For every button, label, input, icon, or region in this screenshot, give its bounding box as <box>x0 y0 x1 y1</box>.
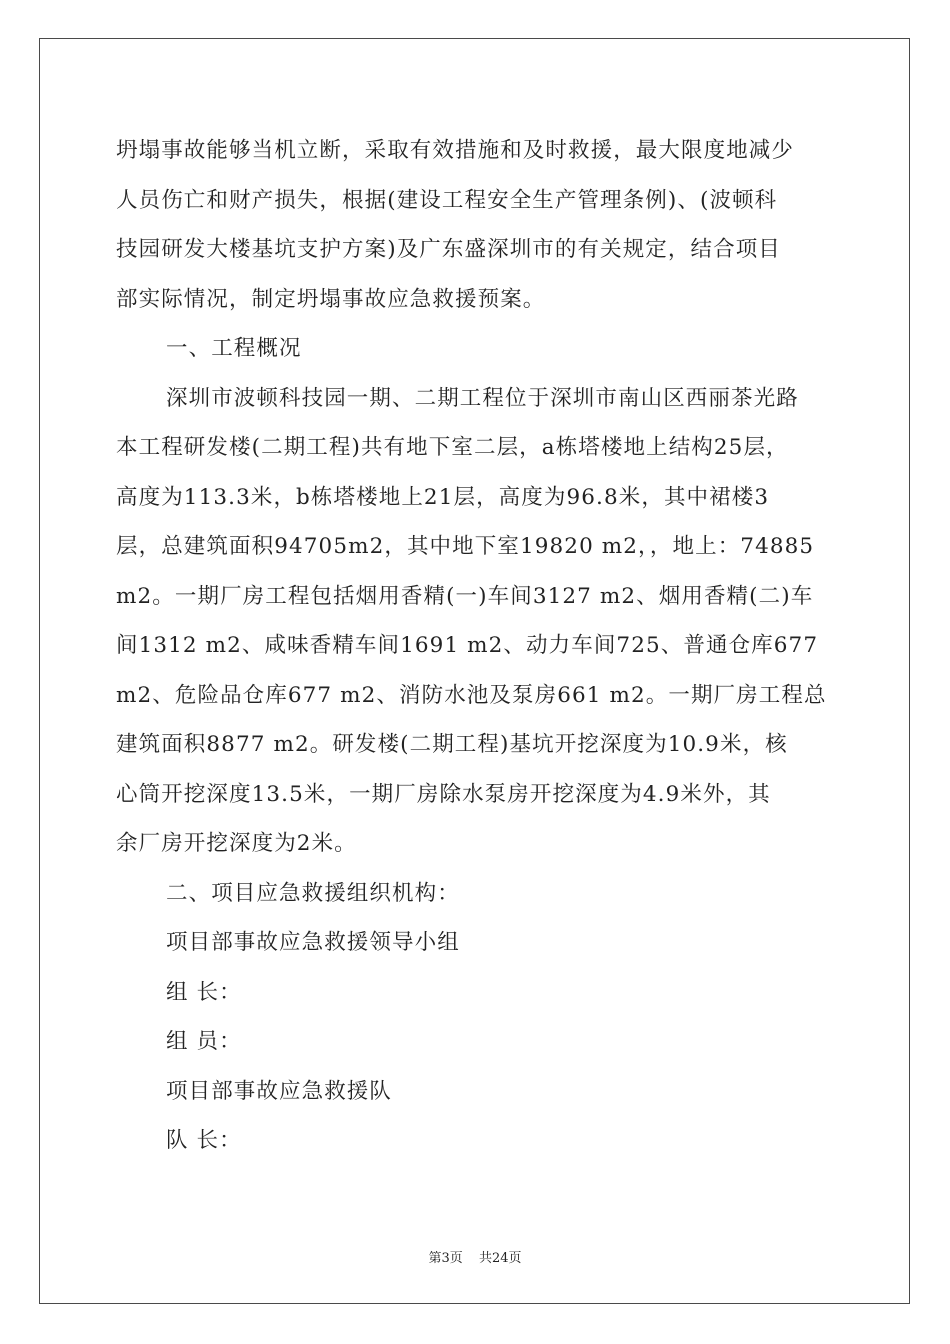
text-line: 建筑面积8877 m2。研发楼(二期工程)基坑开挖深度为10.9米，核 <box>116 732 788 757</box>
text-line: 深圳市波顿科技园一期、二期工程位于深圳市南山区西丽茶光路 <box>166 385 799 411</box>
text-line: 一、工程概况 <box>166 336 302 361</box>
text-line: 组 长： <box>166 979 242 1005</box>
text-line: 项目部事故应急救援队 <box>166 1078 393 1104</box>
text-line: m2。一期厂房工程包括烟用香精(一)车间3127 m2、烟用香精(二)车 <box>116 583 814 609</box>
text-line: 二、项目应急救援组织机构： <box>166 880 460 906</box>
text-line: 队 长： <box>166 1128 242 1153</box>
text-line: 项目部事故应急救援领导小组 <box>166 930 460 955</box>
text-line: 间1312 m2、咸味香精车间1691 m2、动力车间725、普通仓库677 <box>116 633 819 658</box>
text-line: 层，总建筑面积94705m2，其中地下室19820 m2，，地上：74885 <box>116 534 815 559</box>
text-line: 本工程研发楼(二期工程)共有地下室二层，a栋塔楼地上结构25层， <box>116 435 789 460</box>
text-line: 人员伤亡和财产损失，根据(建设工程安全生产管理条例)、(波顿科 <box>116 187 778 213</box>
text-line: 高度为113.3米，b栋塔楼地上21层，高度为96.8米，其中裙楼3 <box>116 484 770 510</box>
page-total: 共24页 <box>478 1251 522 1266</box>
document-body <box>116 126 836 1166</box>
text-line: m2、危险品仓库677 m2、消防水池及泵房661 m2。一期厂房工程总 <box>116 682 827 708</box>
text-line: 心筒开挖深度13.5米，一期厂房除水泵房开挖深度为4.9米外，其 <box>116 781 771 807</box>
text-line: 技园研发大楼基坑支护方案)及广东盛深圳市的有关规定，结合项目 <box>116 237 781 262</box>
text-line: 部实际情况，制定坍塌事故应急救援预案。 <box>116 286 546 312</box>
text-line: 组 员： <box>166 1029 242 1054</box>
page-number: 第3页 <box>428 1251 463 1266</box>
text-line: 余厂房开挖深度为2米。 <box>116 831 357 856</box>
page-footer <box>0 1247 950 1266</box>
text-line: 坍塌事故能够当机立断，采取有效措施和及时救援，最大限度地减少 <box>116 138 795 163</box>
